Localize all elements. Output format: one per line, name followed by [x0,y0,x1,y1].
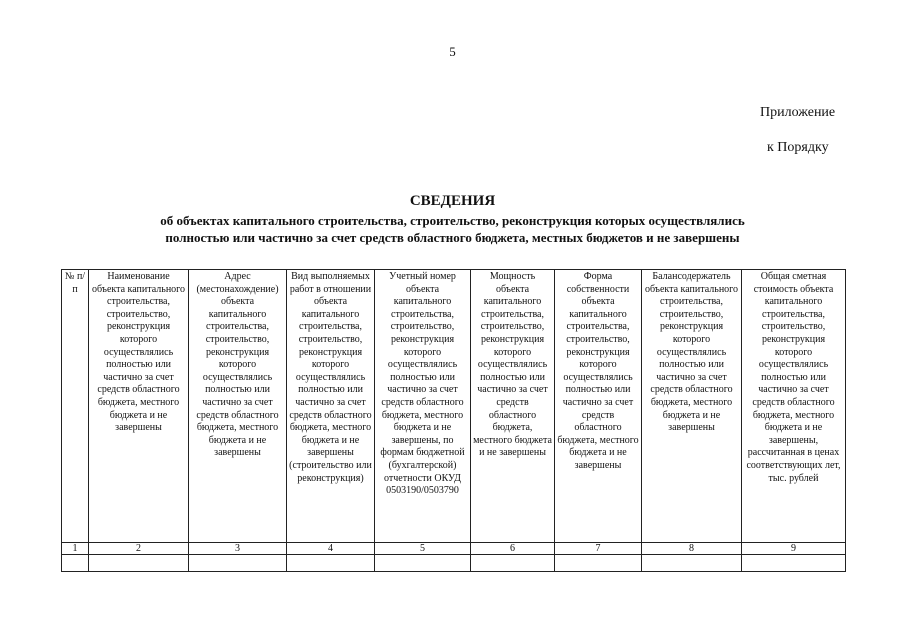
column-number-cell: 1 [62,543,89,555]
column-number-cell: 9 [742,543,846,555]
column-number-row [62,543,846,555]
column-number-cell: 4 [287,543,375,555]
page-number: 5 [449,44,456,59]
header-cell-work-type: Вид выполняемых работ в отношении объекта капитального строительства, строительство, реконструкция которого осуществлялись полностью или частично за счет средств областного бюджета, местного бюджета и не завершены (строительство или реконструкция) [287,270,375,543]
table-cell [189,555,287,572]
header-cell-balance-holder: Балансодержатель объекта капитального строительства, строительство, реконструкция которого осуществлялись полностью или частично за счет средств областного бюджета, местного бюджета и не завершены [642,270,742,543]
column-number-cell: 2 [89,543,189,555]
header-cell-name: Наименование объекта капитального строительства, строительство, реконструкция которого осуществлялись полностью или частично за счет средств областного бюджета, местного бюджета и не завершены [89,270,189,543]
header-cell-total-cost: Общая сметная стоимость объекта капитального строительства, строительство, реконструкция которого осуществлялись полностью или частично за счет средств областного бюджета, местного бюджета и не завершены, рассчитанная в ценах соответствующих лет, тыс. рублей [742,270,846,543]
document-subheading [0,212,905,246]
table-row [62,555,846,572]
column-number-cell: 5 [375,543,471,555]
column-number-cell: 8 [642,543,742,555]
header-row [62,270,846,543]
header-cell-account-number: Учетный номер объекта капитального строительства, строительство, реконструкция которого осуществлялись полностью или частично за счет средств областного бюджета, местного бюджета и не завершены, по формам бюджетной (бухгалтерской) отчетности ОКУД 0503190/0503790 [375,270,471,543]
column-number-cell: 6 [471,543,555,555]
table-cell [375,555,471,572]
table-cell [742,555,846,572]
header-cell-address: Адрес (местонахождение) объекта капитального строительства, строительство, реконструкция которого осуществлялись полностью или частично за счет средств областного бюджета, местного бюджета и не завершены [189,270,287,543]
column-number-cell: 3 [189,543,287,555]
table-cell [287,555,375,572]
header-cell-ownership: Форма собственности объекта капитального строительства, строительство, реконструкция которого осуществлялись полностью или частично за счет средств областного бюджета, местного бюджета и не завершены [555,270,642,543]
table-cell [62,555,89,572]
column-number-cell: 7 [555,543,642,555]
subheading-line-1: об объектах капитального строительства, строительство, реконструкция которых осуществлялись [160,213,745,228]
table-cell [89,555,189,572]
data-table [61,269,846,572]
table-cell [642,555,742,572]
appendix-subtitle: к Порядку [767,140,829,155]
table-cell [471,555,555,572]
table-cell [555,555,642,572]
header-cell-number: № п/п [62,270,89,543]
header-cell-capacity: Мощность объекта капитального строительства, строительство, реконструкция которого осуществлялись полностью или частично за счет средств областного бюджета, местного бюджета и не завершены [471,270,555,543]
subheading-line-2: полностью или частично за счет средств областного бюджета, местных бюджетов и не завершены [165,230,740,245]
appendix-title: Приложение [760,105,836,120]
document-heading: СВЕДЕНИЯ [409,193,496,209]
